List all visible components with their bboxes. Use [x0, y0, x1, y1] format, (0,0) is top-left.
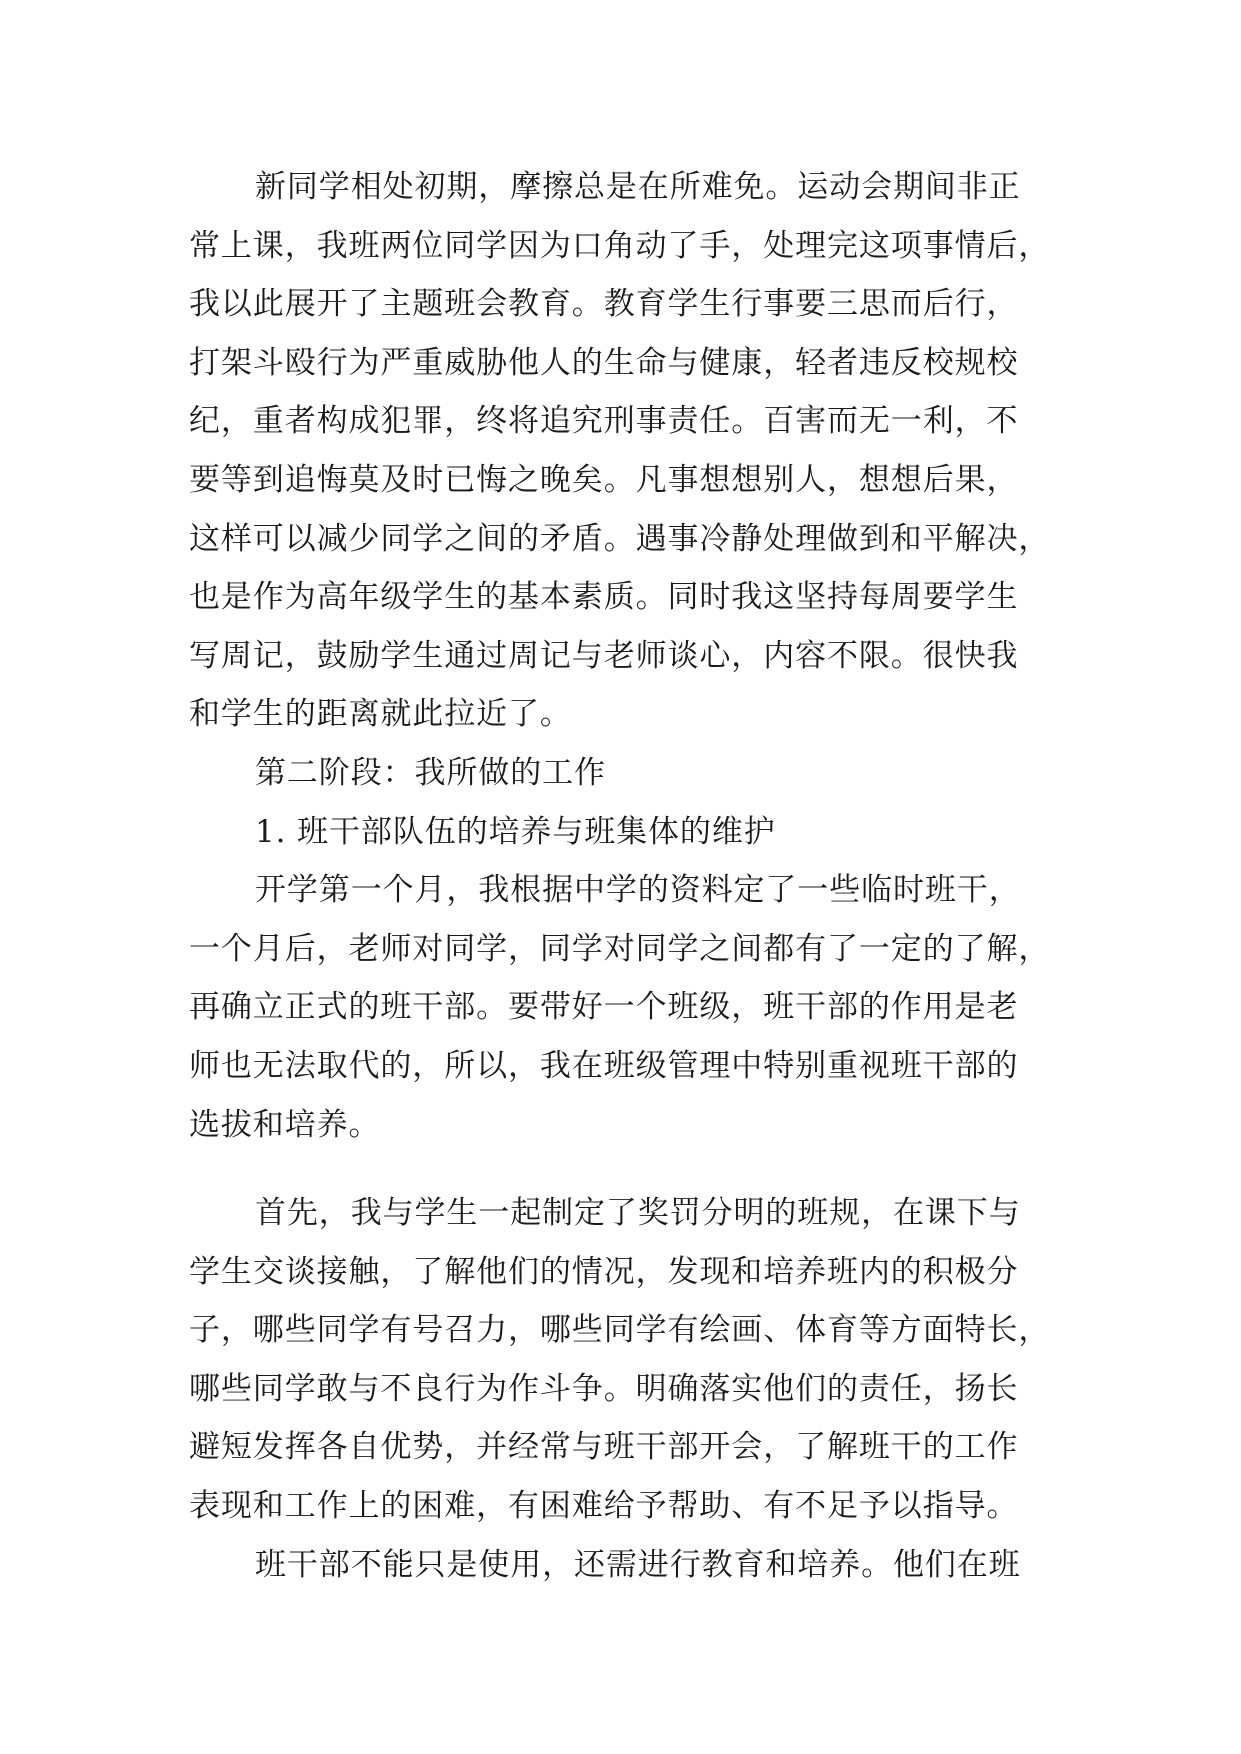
text-line: 表现和工作上的困难，有困难给予帮助、有不足予以指导。 — [189, 1488, 1019, 1525]
text-line: 我以此展开了主题班会教育。教育学生行事要三思而后行， — [189, 286, 1019, 323]
text-line: 和学生的距离就此拉近了。 — [189, 696, 572, 733]
text-line: 这样可以减少同学之间的矛盾。遇事冷静处理做到和平解决， — [189, 520, 1051, 557]
text-line: 选拔和培养。 — [189, 1106, 381, 1143]
text-line: 常上课，我班两位同学因为口角动了手，处理完这项事情后， — [189, 227, 1051, 264]
text-line: 一个月后，老师对同学，同学对同学之间都有了一定的了解， — [189, 930, 1051, 967]
subsection-heading: 1. 班干部队伍的培养与班集体的维护 — [255, 813, 776, 850]
text-line: 子，哪些同学有号召力，哪些同学有绘画、体育等方面特长， — [189, 1312, 1051, 1349]
text-line: 首先，我与学生一起制定了奖罚分明的班规，在课下与 — [255, 1195, 1021, 1232]
text-line: 再确立正式的班干部。要带好一个班级，班干部的作用是老 — [189, 989, 1019, 1026]
document-body — [189, 158, 1069, 1594]
text-line: 纪，重者构成犯罪，终将追究刑事责任。百害而无一利，不 — [189, 403, 1019, 440]
paragraph-gap — [189, 1154, 1069, 1184]
text-line: 哪些同学敢与不良行为作斗争。明确落实他们的责任，扬长 — [189, 1370, 1019, 1407]
text-line: 班干部不能只是使用，还需进行教育和培养。他们在班 — [255, 1546, 1021, 1583]
section-heading: 第二阶段：我所做的工作 — [255, 754, 606, 791]
text-line: 师也无法取代的，所以，我在班级管理中特别重视班干部的 — [189, 1047, 1019, 1084]
text-line: 写周记，鼓励学生通过周记与老师谈心，内容不限。很快我 — [189, 637, 1019, 674]
text-line: 打架斗殴行为严重威胁他人的生命与健康，轻者违反校规校 — [189, 344, 1019, 381]
text-line: 新同学相处初期，摩擦总是在所难免。运动会期间非正 — [255, 169, 1021, 205]
text-line: 避短发挥各自优势，并经常与班干部开会，了解班干的工作 — [189, 1429, 1019, 1466]
text-line: 要等到追悔莫及时已悔之晚矣。凡事想想别人，想想后果， — [189, 461, 1019, 498]
text-line: 学生交谈接触，了解他们的情况，发现和培养班内的积极分 — [189, 1253, 1019, 1290]
text-line: 开学第一个月，我根据中学的资料定了一些临时班干， — [255, 872, 1021, 909]
text-line: 也是作为高年级学生的基本素质。同时我这坚持每周要学生 — [189, 579, 1019, 616]
